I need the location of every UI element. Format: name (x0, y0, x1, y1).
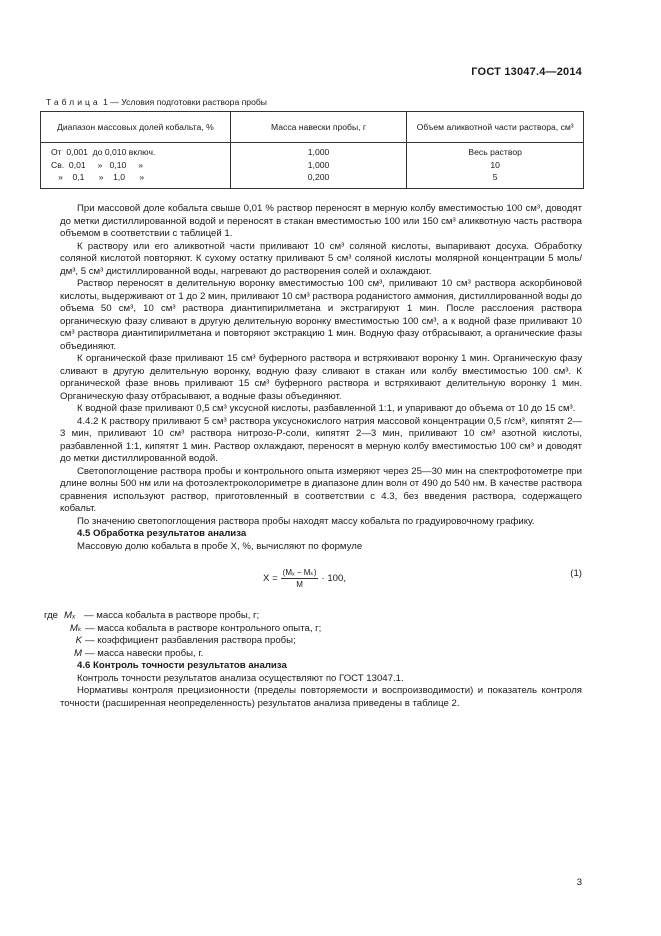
formula-block (60, 566, 582, 596)
mass-value: 1,000 (307, 147, 330, 157)
volume-value: Весь раствор (468, 147, 522, 157)
paragraph: К раствору или его аликвотной части приливают 10 см³ соляной кислоты, выпаривают досуха. Обработку соляной кислотой повторяют. К сухому остатку приливают 5 см³ соляной кислоты молярной концентрации 5 моль/дм³, 5 см³ дистиллированной воды, нагревают до растворения солей и охлаждают. (60, 240, 582, 277)
formula-numerator: (Mₓ − Mₖ) (282, 568, 317, 577)
variable-legend (44, 610, 582, 660)
legend-prefix: где (44, 610, 59, 621)
mass-value: 0,200 (307, 172, 330, 182)
main-text (44, 203, 582, 710)
legend-row (60, 635, 582, 648)
formula-denominator: M (296, 580, 303, 589)
page-number: 3 (576, 877, 582, 888)
legend-row (44, 610, 582, 623)
table-header-mass: Масса навески пробы, г (230, 112, 407, 143)
legend-row (60, 623, 582, 636)
range-line: » 0,1 » 1,0 » (51, 172, 145, 182)
volume-value: 5 (492, 172, 498, 182)
table-cell-volume (407, 143, 584, 189)
paragraph: Массовую долю кобальта в пробе X, %, вычисляют по формуле (77, 540, 363, 552)
range-line: От 0,001 до 0,010 включ. (51, 147, 156, 157)
formula (263, 568, 346, 590)
table-caption-title: 1 — Условия подготовки раствора пробы (100, 97, 267, 107)
paragraph: Раствор переносят в делительную воронку вместимостью 100 см³, приливают 10 см³ раствора аскорбиновой кислоты, выдерживают от 1 до 2 мин, приливают 10 см³ раствора роданистого аммония, дистиллированной воды до объема 50 см³, 10 см³ раствора диантипирилметана и экстрагируют 1 мин. После расслоения раствора органическую фазу сливают в другую делительную воронку вместимостью 100 см³, а к водной фазе приливают 10 см³ раствора диантипирилметана и повторяют экстракцию 1 мин. Водную фазу отбрасывают, а органические фазы объединяют. (60, 278, 582, 352)
volume-value: 10 (490, 159, 500, 170)
table-cell-mass (230, 143, 407, 189)
section-heading: 4.6 Контроль точности результатов анализа (77, 660, 287, 671)
formula-tail: · 100, (321, 572, 347, 584)
paragraph: К водной фазе приливают 0,5 см³ уксусной кислоты, разбавленной 1:1, и упаривают до объема от 10 до 15 см³. (77, 403, 576, 414)
legend-symbol: Mₖ (69, 622, 82, 634)
table-header-range: Диапазон массовых долей кобальта, % (41, 112, 231, 143)
formula-lhs: X = (263, 572, 278, 584)
legend-text: — коэффициент разбавления раствора пробы; (85, 635, 296, 646)
mass-value: 1,000 (307, 159, 330, 170)
legend-text: — масса кобальта в растворе пробы, г; (84, 610, 260, 621)
table-caption (46, 96, 267, 109)
table-row (41, 143, 584, 189)
paragraph: По значению светопоглощения раствора пробы находят массу кобальта по градуировочному графику. (77, 515, 535, 527)
paragraph: Светопоглощение раствора пробы и контрольного опыта измеряют через 25—30 мин на спектрофотометре при длине волны 500 нм или на фотоэлектроколориметре в диапазоне длин волн от 490 до 540 нм. В качестве раствора сравнения используют раствор, приготовленный в соответствии с 4.3, без введения раствора, содержащего кобальт. (60, 465, 582, 514)
paragraph: При массовой доле кобальта свыше 0,01 % раствор переносят в мерную колбу вместимостью 100 см³, доводят до метки дистиллированной водой и переносят в стакан вместимостью 100 или 150 см³ аликвотную часть раствора объемом в соответствии с таблицей 1. (60, 203, 582, 239)
document-code: ГОСТ 13047.4—2014 (471, 66, 582, 78)
formula-number: (1) (570, 568, 582, 579)
range-line: Св. 0,01 » 0,10 » (51, 159, 143, 170)
table-header-volume: Объем аликвотной части раствора, см³ (407, 112, 584, 143)
paragraph: Контроль точности результатов анализа осуществляют по ГОСТ 13047.1. (77, 672, 404, 684)
paragraph: Нормативы контроля прецизионности (пределы повторяемости и воспроизводимости) и показатель контроля точности (расширенная неопределенность) результатов анализа приведены в таблице 2. (60, 685, 582, 709)
table-cell-range (41, 143, 231, 189)
table-header-row (41, 112, 584, 143)
conditions-table (40, 111, 584, 189)
legend-symbol: Mₓ (64, 610, 76, 621)
legend-symbol: K (75, 635, 82, 646)
paragraph: К органической фазе приливают 15 см³ буферного раствора и встряхивают воронку 1 мин. Органическую фазу сливают в другую делительную воронку, водную фазу сливают в стакан или колбу вместимостью 100 см³. К органической фазе вновь приливают 15 см³ буферного раствора и встряхивают делительную воронку 1 мин. Органическую фазу отбрасывают, а водные фазы объединяют. (60, 353, 582, 402)
formula-fraction (281, 568, 319, 590)
legend-text: — масса кобальта в растворе контрольного опыта, г; (85, 622, 322, 634)
legend-row (60, 648, 582, 661)
legend-text: — масса навески пробы, г. (85, 647, 204, 659)
section-heading: 4.5 Обработка результатов анализа (77, 528, 247, 539)
table-caption-word: Таблица (46, 97, 101, 107)
legend-symbol: M (74, 647, 82, 659)
paragraph: 4.4.2 К раствору приливают 5 см³ раствора уксуснокислого натрия массовой концентрации 0,5 г/см³, кипятят 2—3 мин, приливают 10 см³ раствора нитрозо-Р-соли, кипятят 2—3 мин, приливают 10 см³ азотной кислоты, разбавленной 1:1, кипятят 1 мин. Раствор охлаждают, переносят в мерную колбу вместимостью 100 см³ и доводят до метки дистиллированной водой. (60, 415, 582, 464)
